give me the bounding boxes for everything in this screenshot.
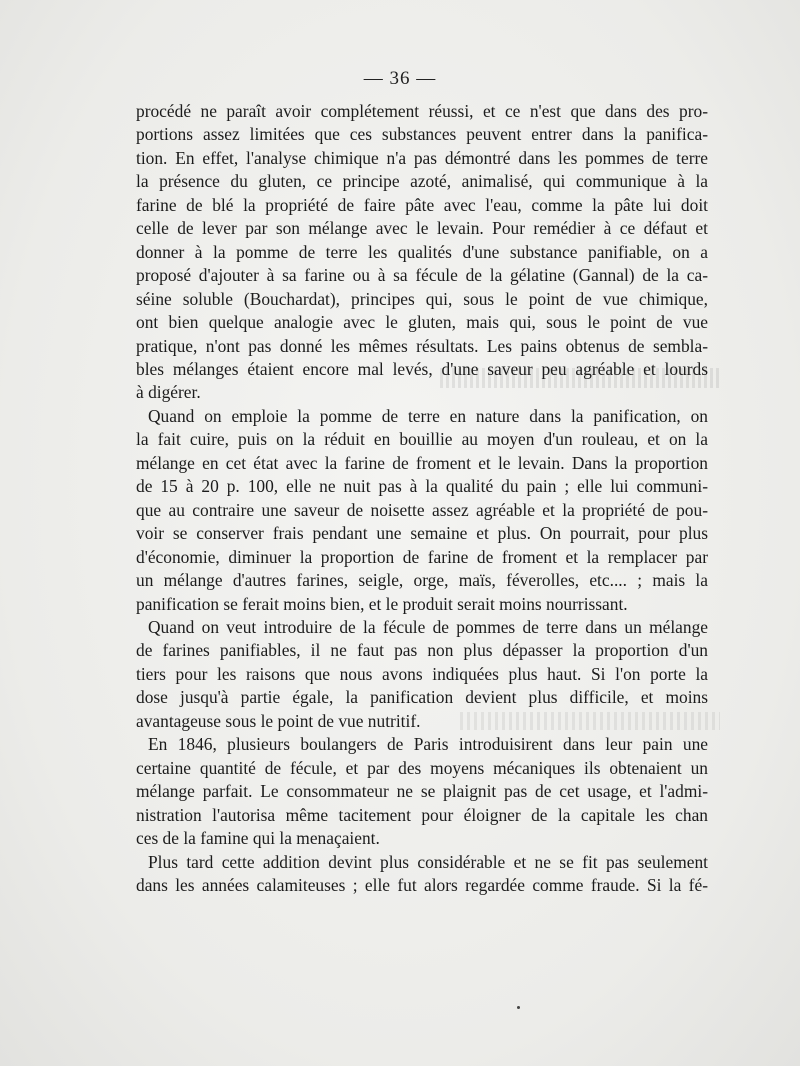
text-line: procédé ne paraît avoir complétement réussi, et ce n'est que dans des pro- xyxy=(136,101,708,121)
text-line: que au contraire une saveur de noisette assez agréable et la propriété de pou- xyxy=(136,499,708,520)
text-line: certaine quantité de fécule, et par des moyens mécaniques ils obtenaient un xyxy=(136,757,708,778)
body-text xyxy=(136,100,708,897)
text-line: Plus tard cette addition devint plus considérable et ne se fit pas seulement xyxy=(148,851,708,872)
paragraph-5 xyxy=(136,851,708,898)
text-line: dose jusqu'à partie égale, la panification devient plus difficile, et moins xyxy=(136,687,708,708)
text-line: un mélange d'autres farines, seigle, orge, maïs, féverolles, etc.... ; mais la xyxy=(136,570,708,591)
text-line: portions assez limitées que ces substances peuvent entrer dans la panifica- xyxy=(136,124,708,145)
text-line: panification se ferait moins bien, et le produit serait moins nourrissant. xyxy=(136,593,628,614)
text-line: de 15 à 20 p. 100, elle ne nuit pas à la qualité du pain ; elle lui communi- xyxy=(136,476,708,497)
text-line: pratique, n'ont pas donné les mêmes résultats. Les pains obtenus de sembla- xyxy=(136,335,708,356)
text-line: donner à la pomme de terre les qualités d'une substance panifiable, on a xyxy=(136,241,708,262)
paragraph-3 xyxy=(136,616,708,733)
text-line: mélange parfait. Le consommateur ne se plaignit pas de cet usage, et l'admi- xyxy=(136,781,708,802)
text-line: de farines panifiables, il ne faut pas non plus dépasser la proportion d'un xyxy=(136,640,708,661)
text-line: En 1846, plusieurs boulangers de Paris introduisirent dans leur pain une xyxy=(148,734,708,755)
text-line: la présence du gluten, ce principe azoté, animalisé, qui communique à la xyxy=(136,171,708,192)
text-line: nistration l'autorisa même tacitement pour éloigner de la capitale les chan xyxy=(136,804,708,825)
text-line: séine soluble (Bouchardat), principes qui, sous le point de vue chimique, xyxy=(136,288,708,309)
text-line: tion. En effet, l'analyse chimique n'a pas démontré dans les pommes de terre xyxy=(136,147,708,168)
page-number: — 36 — xyxy=(363,68,437,89)
paragraph-1 xyxy=(136,100,708,405)
text-line: d'économie, diminuer la proportion de farine de froment et la remplacer par xyxy=(136,546,708,567)
text-line: proposé d'ajouter à sa farine ou à sa fécule de la gélatine (Gannal) de la ca- xyxy=(136,265,708,286)
text-line: farine de blé la propriété de faire pâte avec l'eau, comme la pâte lui doit xyxy=(136,194,708,215)
text-line: ces de la famine qui la menaçaient. xyxy=(136,828,380,849)
text-line: à digérer. xyxy=(136,382,201,403)
text-line: bles mélanges étaient encore mal levés, d'une saveur peu agréable et lourds xyxy=(136,358,708,379)
text-line: la fait cuire, puis on la réduit en bouillie au moyen d'un rouleau, et on la xyxy=(136,429,708,450)
text-line: voir se conserver frais pendant une semaine et plus. On pourrait, pour plus xyxy=(136,523,708,544)
text-line: celle de lever par son mélange avec le levain. Pour remédier à ce défaut et xyxy=(136,218,708,239)
paper-speck xyxy=(517,1006,520,1009)
paragraph-2 xyxy=(136,405,708,616)
text-line: ont bien quelque analogie avec le gluten, mais qui, sous le point de vue xyxy=(136,312,708,333)
text-line: avantageuse sous le point de vue nutritif. xyxy=(136,710,421,731)
text-line: tiers pour les raisons que nous avons indiquées plus haut. Si l'on porte la xyxy=(136,663,708,684)
text-line: Quand on veut introduire de la fécule de pommes de terre dans un mélange xyxy=(148,616,708,637)
text-line: Quand on emploie la pomme de terre en nature dans la panification, on xyxy=(148,405,708,426)
paragraph-4 xyxy=(136,733,708,850)
text-line: mélange en cet état avec la farine de froment et le levain. Dans la proportion xyxy=(136,452,708,473)
text-line: dans les années calamiteuses ; elle fut alors regardée comme fraude. Si la fé- xyxy=(136,874,708,895)
